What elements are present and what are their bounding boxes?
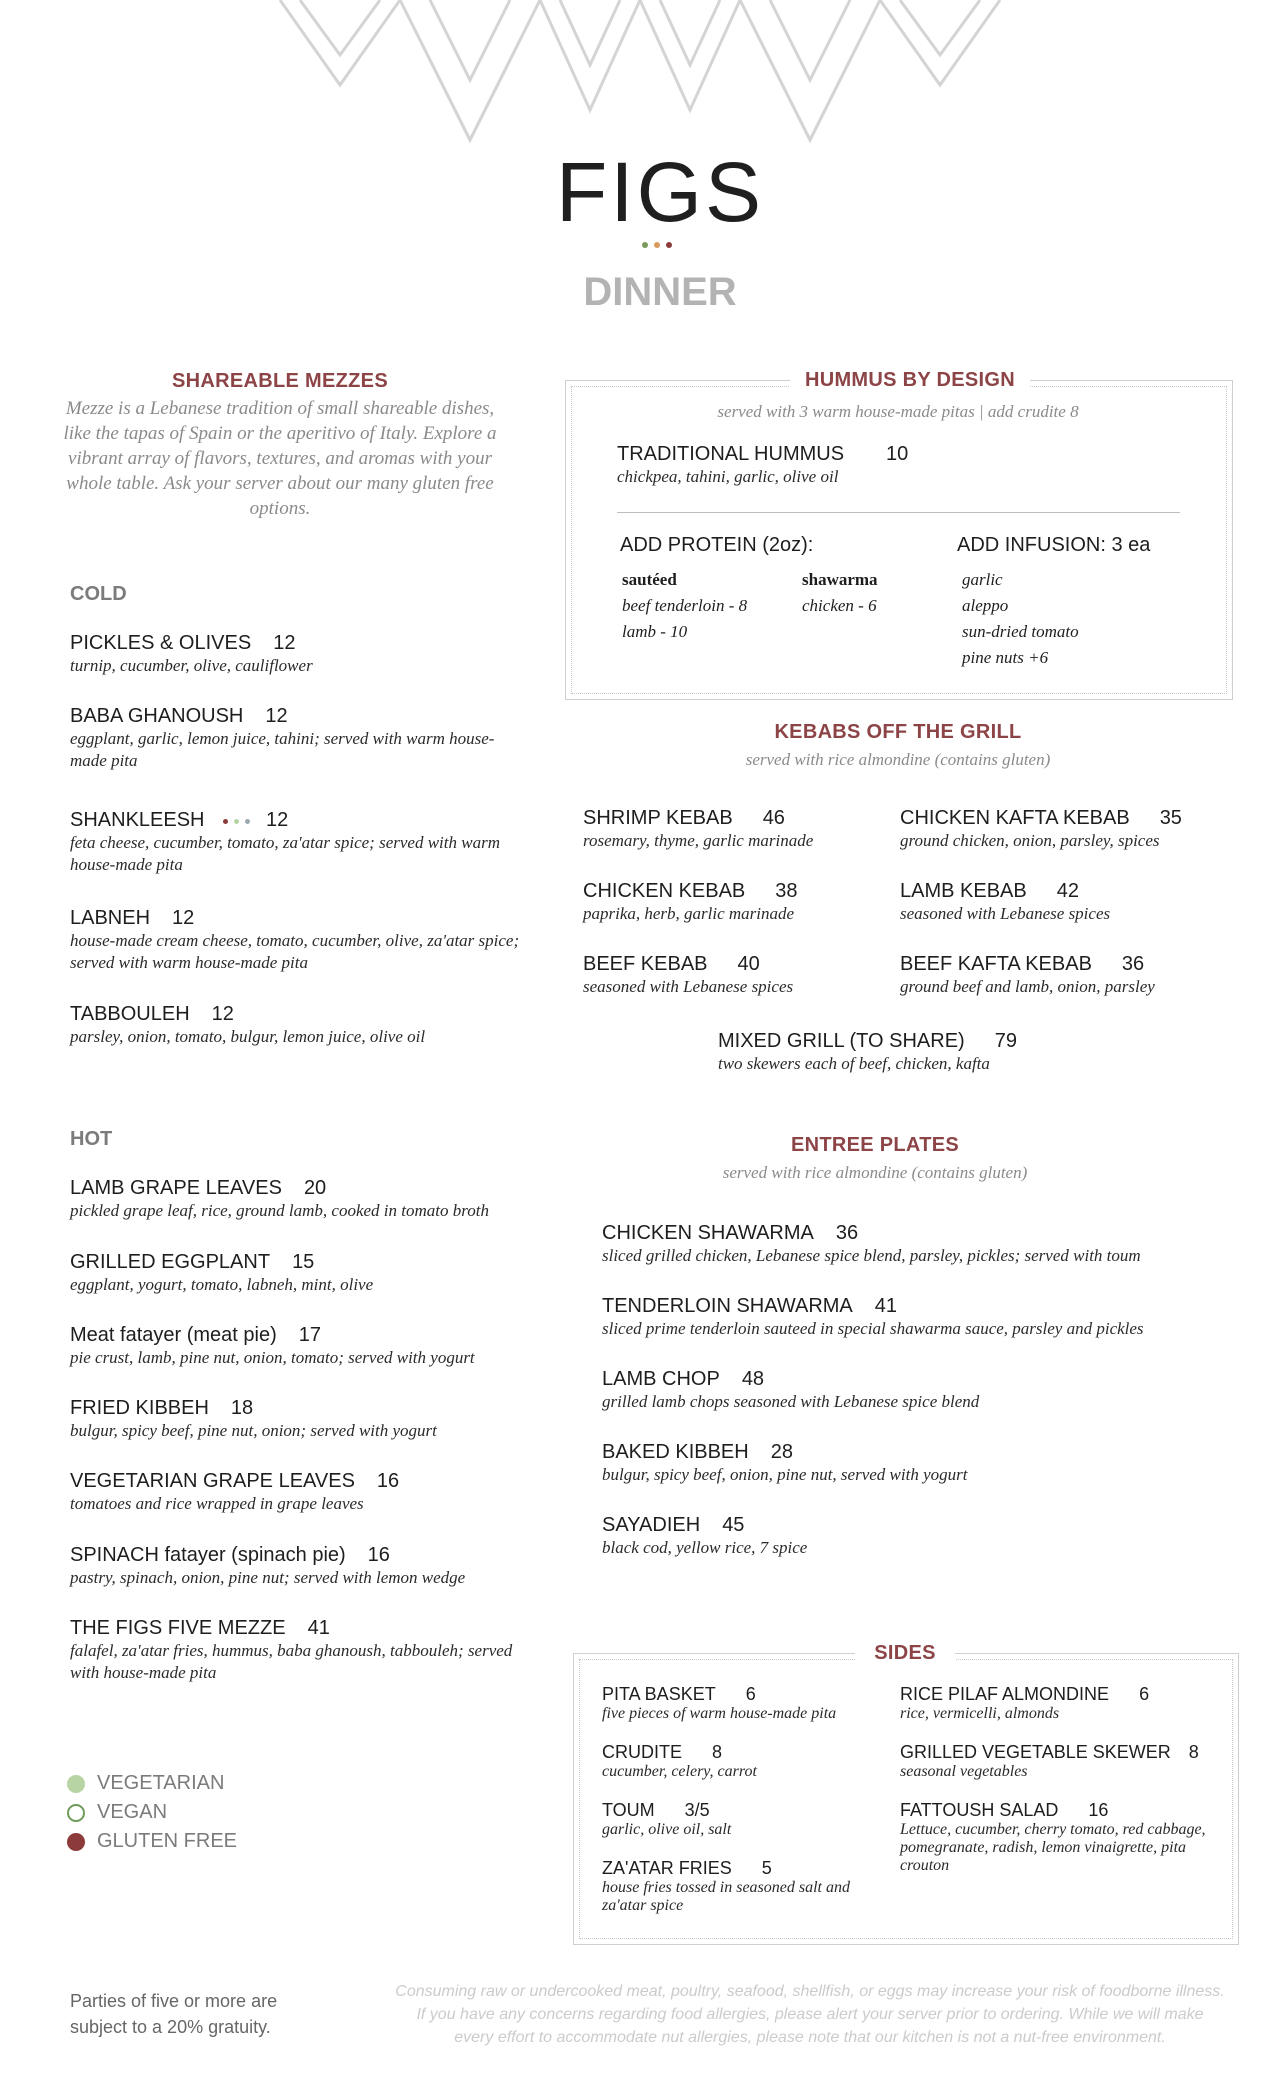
item-desc: turnip, cucumber, olive, cauliflower xyxy=(70,656,313,675)
item-desc: pastry, spinach, onion, pine nut; served with lemon wedge xyxy=(70,1568,466,1587)
gratuity-note: Parties of five or more are subject to a 20% gratuity. xyxy=(70,1991,278,2037)
item-desc: Lettuce, cucumber, cherry tomato, red cabbage, pomegranate, radish, lemon vinaigrette, pita crouton xyxy=(900,1821,1206,1874)
menu-item xyxy=(900,880,1240,925)
hummus-title: HUMMUS BY DESIGN xyxy=(790,369,1030,392)
item-desc: sliced prime tenderloin sauteed in special shawarma sauce, parsley and pickles xyxy=(602,1319,1144,1338)
infusion-option: aleppo xyxy=(962,596,1009,615)
menu-item xyxy=(602,1800,892,1839)
item-price: 12 xyxy=(265,809,289,831)
kebabs-note: served with rice almondine (contains gluten) xyxy=(745,750,1051,769)
menu-item xyxy=(900,1684,1220,1723)
legend-gluten-free: GLUTEN FREE xyxy=(97,1830,238,1852)
menu-item xyxy=(900,807,1240,852)
item-desc: grilled lamb chops seasoned with Lebanese spice blend xyxy=(602,1392,980,1411)
menu-item xyxy=(602,1514,1242,1559)
item-desc: house fries tossed in seasoned salt and za'atar spice xyxy=(602,1879,850,1914)
menu-item xyxy=(70,1003,550,1048)
item-price: 35 xyxy=(1159,807,1182,829)
menu-item xyxy=(70,1470,570,1515)
item-price: 18 xyxy=(230,1397,254,1419)
item-price: 10 xyxy=(886,443,909,465)
decorative-diamond-pattern xyxy=(270,0,1010,145)
item-price: 6 xyxy=(1139,1684,1150,1704)
item-price: 17 xyxy=(298,1324,321,1346)
menu-item xyxy=(602,1222,1242,1267)
item-desc: garlic, olive oil, salt xyxy=(602,1821,732,1838)
item-desc: tomatoes and rice wrapped in grape leaves xyxy=(70,1494,364,1513)
item-price: 8 xyxy=(712,1742,723,1762)
item-price: 16 xyxy=(1088,1800,1109,1820)
menu-item xyxy=(583,807,893,852)
item-desc: eggplant, garlic, lemon juice, tahini; served with warm house-made pita xyxy=(70,729,495,770)
item-name: RICE PILAF ALMONDINE xyxy=(900,1684,1110,1704)
infusion-label: ADD INFUSION: 3 ea xyxy=(957,534,1151,556)
item-name: THE FIGS FIVE MEZZE xyxy=(70,1617,286,1639)
logo-text: FIGS xyxy=(555,145,764,239)
item-price: 12 xyxy=(273,632,296,654)
menu-item xyxy=(602,1742,892,1781)
item-price: 16 xyxy=(367,1544,390,1566)
mezzes-intro: Mezze is a Lebanese tradition of small shareable dishes, like the tapas of Spain or the aperitivo of Italy. Explore a vibrant array of flavors, textures, and aromas with your whole table. Ask your server about our many gluten free options. xyxy=(63,398,497,519)
item-desc: two skewers each of beef, chicken, kafta xyxy=(718,1054,990,1073)
item-name: VEGETARIAN GRAPE LEAVES xyxy=(70,1470,355,1492)
entrees-title: ENTREE PLATES xyxy=(791,1134,959,1156)
item-price: 36 xyxy=(835,1222,859,1244)
menu-item xyxy=(70,907,550,974)
item-desc: pie crust, lamb, pine nut, onion, tomato; served with yogurt xyxy=(70,1348,475,1367)
menu-item xyxy=(900,1800,1220,1875)
menu-item xyxy=(70,1324,570,1369)
item-desc: paprika, herb, garlic marinade xyxy=(583,904,795,923)
item-desc: seasonal vegetables xyxy=(900,1763,1028,1780)
item-name: TENDERLOIN SHAWARMA xyxy=(602,1295,853,1317)
item-desc: rice, vermicelli, almonds xyxy=(900,1705,1060,1722)
menu-item xyxy=(70,809,530,876)
menu-item xyxy=(602,1858,872,1915)
item-name: SPINACH fatayer (spinach pie) xyxy=(70,1544,346,1566)
shawarma-label: shawarma xyxy=(802,570,878,589)
item-desc: seasoned with Lebanese spices xyxy=(900,904,1111,923)
menu-item xyxy=(900,953,1240,998)
item-price: 12 xyxy=(211,1003,234,1025)
item-price: 12 xyxy=(172,907,195,929)
item-desc: rosemary, thyme, garlic marinade xyxy=(583,831,814,850)
item-name: CHICKEN SHAWARMA xyxy=(602,1222,814,1244)
item-desc: seasoned with Lebanese spices xyxy=(583,977,794,996)
divider xyxy=(617,512,1180,513)
item-desc: five pieces of warm house-made pita xyxy=(602,1705,837,1722)
menu-title: DINNER xyxy=(583,270,737,314)
item-desc: feta cheese, cucumber, tomato, za'atar spice; served with warm house-made pita xyxy=(70,833,500,874)
protein-label: ADD PROTEIN (2oz): xyxy=(620,534,814,556)
item-name: PITA BASKET xyxy=(602,1684,716,1704)
protein-option: beef tenderloin - 8 xyxy=(622,596,748,615)
item-name: BABA GHANOUSH xyxy=(70,705,244,727)
menu-item xyxy=(602,1684,892,1723)
menu-item xyxy=(583,953,893,998)
item-name: PICKLES & OLIVES xyxy=(70,632,252,654)
legend-vegetarian: VEGETARIAN xyxy=(97,1772,225,1794)
item-name: LAMB GRAPE LEAVES xyxy=(70,1177,282,1199)
item-desc: sliced grilled chicken, Lebanese spice blend, parsley, pickles; served with toum xyxy=(602,1246,1141,1265)
item-name: LAMB CHOP xyxy=(602,1368,720,1390)
item-desc: black cod, yellow rice, 7 spice xyxy=(602,1538,808,1557)
item-name: CHICKEN KAFTA KEBAB xyxy=(900,807,1130,829)
item-name: LABNEH xyxy=(70,907,151,929)
item-name: GRILLED VEGETABLE SKEWER xyxy=(900,1742,1171,1762)
infusion-option: garlic xyxy=(962,570,1003,589)
mezzes-title: SHAREABLE MEZZES xyxy=(172,370,388,392)
item-name: Meat fatayer (meat pie) xyxy=(70,1324,277,1346)
menu-item xyxy=(70,1251,570,1296)
item-price: 6 xyxy=(745,1684,756,1704)
menu-item xyxy=(70,1397,570,1442)
hummus-note: served with 3 warm house-made pitas | add crudite 8 xyxy=(717,402,1079,421)
item-price: 40 xyxy=(737,953,760,975)
item-desc: parsley, onion, tomato, bulgur, lemon juice, olive oil xyxy=(70,1027,426,1046)
item-name: GRILLED EGGPLANT xyxy=(70,1251,271,1273)
item-price: 41 xyxy=(307,1617,330,1639)
item-name: MIXED GRILL (TO SHARE) xyxy=(718,1030,965,1052)
item-name: FATTOUSH SALAD xyxy=(900,1800,1059,1820)
menu-item xyxy=(70,632,550,677)
menu-item xyxy=(70,1544,570,1589)
item-name: CHICKEN KEBAB xyxy=(583,880,746,902)
menu-item xyxy=(70,705,530,772)
item-desc: falafel, za'atar fries, hummus, baba ghanoush, tabbouleh; served with house-made pita xyxy=(70,1641,513,1682)
sides-title: SIDES xyxy=(855,1642,955,1665)
item-name: SHANKLEESH xyxy=(70,809,205,831)
item-price: 28 xyxy=(770,1441,793,1463)
item-price: 3/5 xyxy=(684,1800,710,1820)
vegan-icon xyxy=(67,1804,85,1822)
gluten-free-icon xyxy=(67,1833,85,1851)
item-price: 38 xyxy=(775,880,798,902)
protein-option: chicken - 6 xyxy=(802,596,877,615)
protein-option: lamb - 10 xyxy=(622,622,688,641)
item-name: SHRIMP KEBAB xyxy=(583,807,733,829)
item-desc: eggplant, yogurt, tomato, labneh, mint, olive xyxy=(70,1275,374,1294)
item-price: 45 xyxy=(722,1514,745,1536)
sauteed-label: sautéed xyxy=(622,570,677,589)
item-price: 41 xyxy=(874,1295,898,1317)
item-name: BAKED KIBBEH xyxy=(602,1441,749,1463)
legend-vegan: VEGAN xyxy=(97,1801,168,1823)
item-desc: ground beef and lamb, onion, parsley xyxy=(900,977,1155,996)
logo xyxy=(540,145,780,254)
menu-item xyxy=(718,1030,1138,1075)
menu-item xyxy=(602,1368,1242,1413)
item-price: 42 xyxy=(1056,880,1079,902)
item-desc: bulgur, spicy beef, onion, pine nut, served with yogurt xyxy=(602,1465,968,1484)
item-price: 48 xyxy=(741,1368,765,1390)
cold-label: COLD xyxy=(70,583,127,605)
item-name: LAMB KEBAB xyxy=(900,880,1027,902)
menu-item xyxy=(602,1295,1242,1340)
item-name: TOUM xyxy=(602,1800,655,1820)
item-price: 15 xyxy=(292,1251,315,1273)
item-price: 12 xyxy=(265,705,288,727)
vegetarian-icon xyxy=(67,1775,85,1793)
item-desc: cucumber, celery, carrot xyxy=(602,1763,757,1780)
menu-item xyxy=(617,443,1177,488)
item-price: 79 xyxy=(994,1030,1017,1052)
item-name: TABBOULEH xyxy=(70,1003,190,1025)
menu-item xyxy=(900,1742,1230,1781)
item-price: 16 xyxy=(376,1470,400,1492)
item-name: SAYADIEH xyxy=(602,1514,701,1536)
item-desc: bulgur, spicy beef, pine nut, onion; served with yogurt xyxy=(70,1421,437,1440)
item-name: CRUDITE xyxy=(602,1742,682,1762)
item-desc: house-made cream cheese, tomato, cucumber, olive, za'atar spice; served with warm house-made pita xyxy=(70,931,520,972)
item-price: 8 xyxy=(1188,1742,1199,1762)
item-price: 20 xyxy=(303,1177,327,1199)
entrees-note: served with rice almondine (contains gluten) xyxy=(722,1163,1028,1182)
item-name: BEEF KAFTA KEBAB xyxy=(900,953,1092,975)
item-desc: ground chicken, onion, parsley, spices xyxy=(900,831,1160,850)
item-name: TRADITIONAL HUMMUS xyxy=(617,443,845,465)
item-price: 46 xyxy=(762,807,785,829)
infusion-option: pine nuts +6 xyxy=(962,648,1049,667)
food-safety-disclaimer: Consuming raw or undercooked meat, poultry, seafood, shellfish, or eggs may increase your risk of foodborne illness. If you have any concerns regarding food allergies, please alert your server prior to ordering. While we will make every effort to accommodate nut allergies, please note that our kitchen is not a nut-free environment. xyxy=(395,1983,1225,2046)
item-price: 5 xyxy=(761,1858,772,1878)
item-name: BEEF KEBAB xyxy=(583,953,708,975)
hot-label: HOT xyxy=(70,1128,113,1150)
infusion-option: sun-dried tomato xyxy=(962,622,1079,641)
dietary-dots xyxy=(223,813,256,830)
item-desc: pickled grape leaf, rice, ground lamb, cooked in tomato broth xyxy=(70,1201,489,1220)
item-name: FRIED KIBBEH xyxy=(70,1397,209,1419)
menu-item xyxy=(70,1617,540,1684)
menu-item xyxy=(602,1441,1242,1486)
item-name: ZA'ATAR FRIES xyxy=(602,1858,732,1878)
item-desc: chickpea, tahini, garlic, olive oil xyxy=(617,467,839,486)
menu-item xyxy=(583,880,893,925)
kebabs-title: KEBABS OFF THE GRILL xyxy=(774,721,1022,743)
item-price: 36 xyxy=(1121,953,1145,975)
menu-item xyxy=(70,1177,570,1222)
